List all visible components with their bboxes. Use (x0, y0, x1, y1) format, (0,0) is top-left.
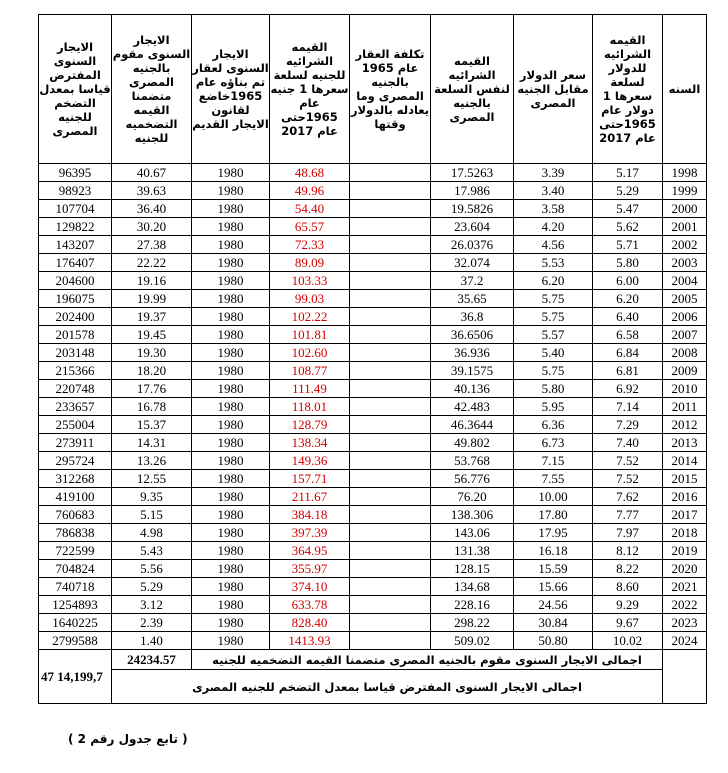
cell-year: 2016 (663, 488, 707, 506)
table-row (39, 308, 707, 326)
cell-rent-inflation: 215366 (39, 362, 112, 380)
cell-property-cost (350, 614, 431, 632)
cell-old-rent: 1980 (192, 308, 270, 326)
cell-rent-adjusted: 5.29 (112, 578, 192, 596)
cell-old-rent: 1980 (192, 200, 270, 218)
table-row (39, 290, 707, 308)
cell-rent-inflation: 143207 (39, 236, 112, 254)
cell-rent-inflation: 1254893 (39, 596, 112, 614)
cell-usd-value: 5.29 (593, 182, 663, 200)
cell-rent-adjusted: 2.39 (112, 614, 192, 632)
cell-usd-value: 7.52 (593, 452, 663, 470)
cell-rent-adjusted: 9.35 (112, 488, 192, 506)
cell-old-rent: 1980 (192, 416, 270, 434)
cell-property-cost (350, 290, 431, 308)
cell-old-rent: 1980 (192, 488, 270, 506)
cell-year: 2004 (663, 272, 707, 290)
table-row (39, 524, 707, 542)
cell-egp-value: 17.986 (431, 182, 514, 200)
cell-year: 2001 (663, 218, 707, 236)
cell-property-cost (350, 632, 431, 650)
cell-usd-value: 6.20 (593, 290, 663, 308)
header-rent-inflation: الايجار السنوى المفترض قياسا بمعدل التضخم للجنيه المصرى (39, 15, 112, 164)
cell-egp-power: 128.79 (270, 416, 350, 434)
cell-rent-inflation: 203148 (39, 344, 112, 362)
cell-rent-inflation: 2799588 (39, 632, 112, 650)
cell-property-cost (350, 182, 431, 200)
cell-property-cost (350, 272, 431, 290)
cell-exchange-rate: 3.58 (514, 200, 593, 218)
cell-property-cost (350, 236, 431, 254)
cell-egp-power: 633.78 (270, 596, 350, 614)
cell-property-cost (350, 164, 431, 182)
total-inflation-label: اجمالى الايجار السنوى المفترض قياسا بمعدل التضخم للجنيه المصرى (112, 670, 663, 704)
cell-old-rent: 1980 (192, 362, 270, 380)
cell-exchange-rate: 3.39 (514, 164, 593, 182)
cell-exchange-rate: 5.75 (514, 308, 593, 326)
cell-egp-power: 108.77 (270, 362, 350, 380)
cell-rent-inflation: 220748 (39, 380, 112, 398)
table-row (39, 452, 707, 470)
cell-usd-value: 6.58 (593, 326, 663, 344)
cell-usd-value: 9.67 (593, 614, 663, 632)
cell-year: 2009 (663, 362, 707, 380)
cell-old-rent: 1980 (192, 614, 270, 632)
cell-year: 1999 (663, 182, 707, 200)
cell-rent-inflation: 98923 (39, 182, 112, 200)
cell-usd-value: 7.29 (593, 416, 663, 434)
cell-year: 2006 (663, 308, 707, 326)
cell-usd-value: 7.97 (593, 524, 663, 542)
cell-property-cost (350, 506, 431, 524)
cell-exchange-rate: 15.66 (514, 578, 593, 596)
cell-egp-value: 46.3644 (431, 416, 514, 434)
cell-egp-power: 157.71 (270, 470, 350, 488)
cell-rent-adjusted: 30.20 (112, 218, 192, 236)
cell-egp-power: 397.39 (270, 524, 350, 542)
cell-rent-adjusted: 17.76 (112, 380, 192, 398)
header-old-rent: الايجار السنوى لعقار تم بناؤه عام 1965خاضع لقانون الايجار القديم (192, 15, 270, 164)
cell-exchange-rate: 7.15 (514, 452, 593, 470)
table-row (39, 326, 707, 344)
cell-rent-inflation: 722599 (39, 542, 112, 560)
cell-year: 2013 (663, 434, 707, 452)
cell-egp-value: 49.802 (431, 434, 514, 452)
cell-egp-power: 355.97 (270, 560, 350, 578)
table-row (39, 632, 707, 650)
cell-egp-value: 17.5263 (431, 164, 514, 182)
total-adjusted-label: اجمالى الايجار السنوى مقوم بالجنيه المصرى متضمنا القيمه التضخميه للجنيه (192, 650, 663, 670)
cell-exchange-rate: 24.56 (514, 596, 593, 614)
cell-old-rent: 1980 (192, 254, 270, 272)
table-row (39, 398, 707, 416)
table-row (39, 596, 707, 614)
cell-year: 2023 (663, 614, 707, 632)
cell-egp-power: 101.81 (270, 326, 350, 344)
header-egp-item-value: القيمه الشرائيه لنفس السلعة بالجنيه المصرى (431, 15, 514, 164)
cell-egp-value: 26.0376 (431, 236, 514, 254)
cell-rent-adjusted: 19.16 (112, 272, 192, 290)
cell-egp-value: 76.20 (431, 488, 514, 506)
cell-rent-inflation: 704824 (39, 560, 112, 578)
cell-rent-adjusted: 40.67 (112, 164, 192, 182)
cell-old-rent: 1980 (192, 236, 270, 254)
cell-usd-value: 5.71 (593, 236, 663, 254)
cell-property-cost (350, 254, 431, 272)
cell-year: 2012 (663, 416, 707, 434)
cell-rent-adjusted: 5.43 (112, 542, 192, 560)
table-row (39, 200, 707, 218)
cell-rent-adjusted: 13.26 (112, 452, 192, 470)
cell-egp-value: 36.8 (431, 308, 514, 326)
cell-property-cost (350, 488, 431, 506)
cell-egp-value: 35.65 (431, 290, 514, 308)
cell-egp-power: 54.40 (270, 200, 350, 218)
cell-year: 2022 (663, 596, 707, 614)
cell-usd-value: 6.40 (593, 308, 663, 326)
cell-egp-value: 56.776 (431, 470, 514, 488)
cell-egp-value: 131.38 (431, 542, 514, 560)
cell-usd-value: 10.02 (593, 632, 663, 650)
cell-exchange-rate: 6.20 (514, 272, 593, 290)
cell-egp-value: 40.136 (431, 380, 514, 398)
cell-rent-adjusted: 16.78 (112, 398, 192, 416)
cell-rent-adjusted: 19.37 (112, 308, 192, 326)
cell-property-cost (350, 416, 431, 434)
cell-egp-power: 828.40 (270, 614, 350, 632)
cell-egp-value: 53.768 (431, 452, 514, 470)
cell-exchange-rate: 6.36 (514, 416, 593, 434)
cell-old-rent: 1980 (192, 560, 270, 578)
cell-rent-adjusted: 5.15 (112, 506, 192, 524)
cell-year: 2008 (663, 344, 707, 362)
cell-usd-value: 9.29 (593, 596, 663, 614)
total-inflation-value (39, 650, 112, 704)
cell-year: 1998 (663, 164, 707, 182)
cell-egp-value: 509.02 (431, 632, 514, 650)
table-row (39, 164, 707, 182)
cell-property-cost (350, 596, 431, 614)
total-row-adjusted (39, 650, 707, 670)
cell-egp-value: 128.15 (431, 560, 514, 578)
cell-rent-inflation: 255004 (39, 416, 112, 434)
cell-rent-inflation: 419100 (39, 488, 112, 506)
table-row (39, 362, 707, 380)
cell-rent-adjusted: 14.31 (112, 434, 192, 452)
cell-egp-power: 374.10 (270, 578, 350, 596)
cell-usd-value: 5.17 (593, 164, 663, 182)
cell-year: 2021 (663, 578, 707, 596)
cell-old-rent: 1980 (192, 344, 270, 362)
cell-egp-power: 48.68 (270, 164, 350, 182)
cell-rent-adjusted: 19.99 (112, 290, 192, 308)
cell-rent-adjusted: 18.20 (112, 362, 192, 380)
header-property-cost-1965: تكلفة العقار عام 1965 بالجنيه المصرى وما يعادله بالدولار وقتها (350, 15, 431, 164)
table-row (39, 236, 707, 254)
cell-egp-power: 99.03 (270, 290, 350, 308)
cell-egp-power: 72.33 (270, 236, 350, 254)
cell-rent-adjusted: 36.40 (112, 200, 192, 218)
cell-rent-inflation: 129822 (39, 218, 112, 236)
cell-old-rent: 1980 (192, 632, 270, 650)
cell-rent-adjusted: 19.45 (112, 326, 192, 344)
cell-property-cost (350, 452, 431, 470)
cell-rent-adjusted: 3.12 (112, 596, 192, 614)
cell-property-cost (350, 524, 431, 542)
cell-year: 2010 (663, 380, 707, 398)
cell-egp-power: 89.09 (270, 254, 350, 272)
cell-exchange-rate: 5.53 (514, 254, 593, 272)
footer-blank-cell (663, 650, 707, 704)
header-exchange-rate: سعر الدولار مقابل الجنيه المصرى (514, 15, 593, 164)
table-row (39, 578, 707, 596)
cell-egp-power: 102.60 (270, 344, 350, 362)
cell-usd-value: 7.77 (593, 506, 663, 524)
table-row (39, 470, 707, 488)
cell-year: 2003 (663, 254, 707, 272)
cell-property-cost (350, 308, 431, 326)
cell-property-cost (350, 398, 431, 416)
cell-exchange-rate: 5.57 (514, 326, 593, 344)
cell-year: 2002 (663, 236, 707, 254)
cell-old-rent: 1980 (192, 326, 270, 344)
cell-rent-inflation: 107704 (39, 200, 112, 218)
header-rent-adjusted: الايجار السنوى مقوم بالجنيه المصرى متضمنا القيمه التضخميه للجنيه (112, 15, 192, 164)
cell-property-cost (350, 434, 431, 452)
cell-exchange-rate: 16.18 (514, 542, 593, 560)
table-row (39, 380, 707, 398)
header-year: السنه (663, 15, 707, 164)
header-row (39, 15, 707, 164)
cell-usd-value: 6.81 (593, 362, 663, 380)
cell-usd-value: 7.40 (593, 434, 663, 452)
cell-rent-adjusted: 1.40 (112, 632, 192, 650)
cell-rent-adjusted: 5.56 (112, 560, 192, 578)
cell-rent-inflation: 96395 (39, 164, 112, 182)
cell-rent-inflation: 233657 (39, 398, 112, 416)
cell-exchange-rate: 15.59 (514, 560, 593, 578)
cell-year: 2000 (663, 200, 707, 218)
cell-rent-inflation: 201578 (39, 326, 112, 344)
cell-year: 2018 (663, 524, 707, 542)
cell-rent-inflation: 312268 (39, 470, 112, 488)
cell-egp-value: 19.5826 (431, 200, 514, 218)
cell-exchange-rate: 5.75 (514, 290, 593, 308)
cell-egp-value: 143.06 (431, 524, 514, 542)
cell-old-rent: 1980 (192, 272, 270, 290)
table-row (39, 488, 707, 506)
cell-exchange-rate: 6.73 (514, 434, 593, 452)
cell-egp-power: 1413.93 (270, 632, 350, 650)
cell-old-rent: 1980 (192, 434, 270, 452)
cell-old-rent: 1980 (192, 524, 270, 542)
cell-old-rent: 1980 (192, 398, 270, 416)
cell-rent-inflation: 202400 (39, 308, 112, 326)
cell-exchange-rate: 4.56 (514, 236, 593, 254)
cell-old-rent: 1980 (192, 290, 270, 308)
table-row (39, 434, 707, 452)
cell-old-rent: 1980 (192, 218, 270, 236)
table-row (39, 218, 707, 236)
cell-usd-value: 8.12 (593, 542, 663, 560)
cell-year: 2007 (663, 326, 707, 344)
cell-egp-value: 36.936 (431, 344, 514, 362)
cell-property-cost (350, 470, 431, 488)
cell-rent-adjusted: 27.38 (112, 236, 192, 254)
table-row (39, 344, 707, 362)
cell-property-cost (350, 344, 431, 362)
cell-exchange-rate: 30.84 (514, 614, 593, 632)
table-row (39, 542, 707, 560)
cell-year: 2020 (663, 560, 707, 578)
cell-egp-power: 149.36 (270, 452, 350, 470)
cell-year: 2024 (663, 632, 707, 650)
cell-egp-power: 111.49 (270, 380, 350, 398)
cell-usd-value: 7.62 (593, 488, 663, 506)
table-row (39, 614, 707, 632)
cell-egp-power: 364.95 (270, 542, 350, 560)
cell-egp-power: 65.57 (270, 218, 350, 236)
cell-year: 2011 (663, 398, 707, 416)
cell-rent-inflation: 176407 (39, 254, 112, 272)
cell-egp-value: 39.1575 (431, 362, 514, 380)
total-inflation-number: 14,199,7 47 (41, 669, 103, 684)
cell-egp-power: 102.22 (270, 308, 350, 326)
cell-egp-value: 298.22 (431, 614, 514, 632)
cell-old-rent: 1980 (192, 452, 270, 470)
cell-property-cost (350, 362, 431, 380)
cell-property-cost (350, 380, 431, 398)
cell-exchange-rate: 7.55 (514, 470, 593, 488)
cell-rent-inflation: 740718 (39, 578, 112, 596)
cell-usd-value: 5.62 (593, 218, 663, 236)
cell-egp-value: 36.6506 (431, 326, 514, 344)
cell-rent-inflation: 295724 (39, 452, 112, 470)
cell-property-cost (350, 560, 431, 578)
table-row (39, 272, 707, 290)
cell-egp-value: 228.16 (431, 596, 514, 614)
cell-old-rent: 1980 (192, 596, 270, 614)
cell-usd-value: 7.52 (593, 470, 663, 488)
total-adjusted-value: 24234.57 (112, 650, 192, 670)
cell-usd-value: 6.00 (593, 272, 663, 290)
cell-exchange-rate: 4.20 (514, 218, 593, 236)
cell-egp-value: 134.68 (431, 578, 514, 596)
table-row (39, 416, 707, 434)
cell-rent-adjusted: 39.63 (112, 182, 192, 200)
rent-inflation-table (38, 14, 707, 704)
cell-year: 2019 (663, 542, 707, 560)
cell-old-rent: 1980 (192, 542, 270, 560)
cell-exchange-rate: 10.00 (514, 488, 593, 506)
cell-egp-power: 384.18 (270, 506, 350, 524)
cell-rent-adjusted: 19.30 (112, 344, 192, 362)
table-row (39, 506, 707, 524)
cell-property-cost (350, 200, 431, 218)
cell-exchange-rate: 5.40 (514, 344, 593, 362)
cell-exchange-rate: 17.80 (514, 506, 593, 524)
cell-exchange-rate: 17.95 (514, 524, 593, 542)
cell-usd-value: 8.22 (593, 560, 663, 578)
cell-exchange-rate: 50.80 (514, 632, 593, 650)
cell-old-rent: 1980 (192, 380, 270, 398)
cell-egp-power: 118.01 (270, 398, 350, 416)
table-caption: ( تابع جدول رقم 2 ) (68, 732, 188, 746)
cell-old-rent: 1980 (192, 470, 270, 488)
cell-rent-inflation: 760683 (39, 506, 112, 524)
cell-property-cost (350, 326, 431, 344)
cell-egp-power: 138.34 (270, 434, 350, 452)
cell-old-rent: 1980 (192, 578, 270, 596)
cell-usd-value: 8.60 (593, 578, 663, 596)
cell-egp-value: 32.074 (431, 254, 514, 272)
table-row (39, 182, 707, 200)
header-usd-purchasing-power: القيمه الشرائيه للدولار لسلعة سعرها 1 دولار عام 1965حتى عام 2017 (593, 15, 663, 164)
cell-year: 2015 (663, 470, 707, 488)
cell-rent-inflation: 1640225 (39, 614, 112, 632)
cell-property-cost (350, 578, 431, 596)
cell-usd-value: 5.80 (593, 254, 663, 272)
cell-exchange-rate: 3.40 (514, 182, 593, 200)
cell-egp-value: 23.604 (431, 218, 514, 236)
cell-rent-inflation: 786838 (39, 524, 112, 542)
cell-egp-power: 49.96 (270, 182, 350, 200)
cell-egp-power: 103.33 (270, 272, 350, 290)
cell-egp-value: 138.306 (431, 506, 514, 524)
cell-year: 2017 (663, 506, 707, 524)
cell-old-rent: 1980 (192, 164, 270, 182)
cell-egp-value: 37.2 (431, 272, 514, 290)
cell-rent-inflation: 273911 (39, 434, 112, 452)
cell-property-cost (350, 218, 431, 236)
table-row (39, 560, 707, 578)
cell-rent-inflation: 204600 (39, 272, 112, 290)
cell-rent-inflation: 196075 (39, 290, 112, 308)
cell-rent-adjusted: 15.37 (112, 416, 192, 434)
cell-rent-adjusted: 22.22 (112, 254, 192, 272)
cell-usd-value: 6.84 (593, 344, 663, 362)
cell-usd-value: 7.14 (593, 398, 663, 416)
cell-usd-value: 5.47 (593, 200, 663, 218)
cell-old-rent: 1980 (192, 506, 270, 524)
table-row (39, 254, 707, 272)
cell-year: 2005 (663, 290, 707, 308)
cell-exchange-rate: 5.95 (514, 398, 593, 416)
cell-property-cost (350, 542, 431, 560)
cell-year: 2014 (663, 452, 707, 470)
cell-usd-value: 6.92 (593, 380, 663, 398)
cell-exchange-rate: 5.75 (514, 362, 593, 380)
cell-rent-adjusted: 4.98 (112, 524, 192, 542)
cell-exchange-rate: 5.80 (514, 380, 593, 398)
table-wrapper (38, 14, 707, 704)
cell-egp-power: 211.67 (270, 488, 350, 506)
header-egp-purchasing-power: القيمه الشرائيه للجنيه لسلعة سعرها 1 جنيه عام 1965حتى عام 2017 (270, 15, 350, 164)
cell-rent-adjusted: 12.55 (112, 470, 192, 488)
cell-egp-value: 42.483 (431, 398, 514, 416)
total-row-inflation (39, 670, 707, 704)
cell-old-rent: 1980 (192, 182, 270, 200)
